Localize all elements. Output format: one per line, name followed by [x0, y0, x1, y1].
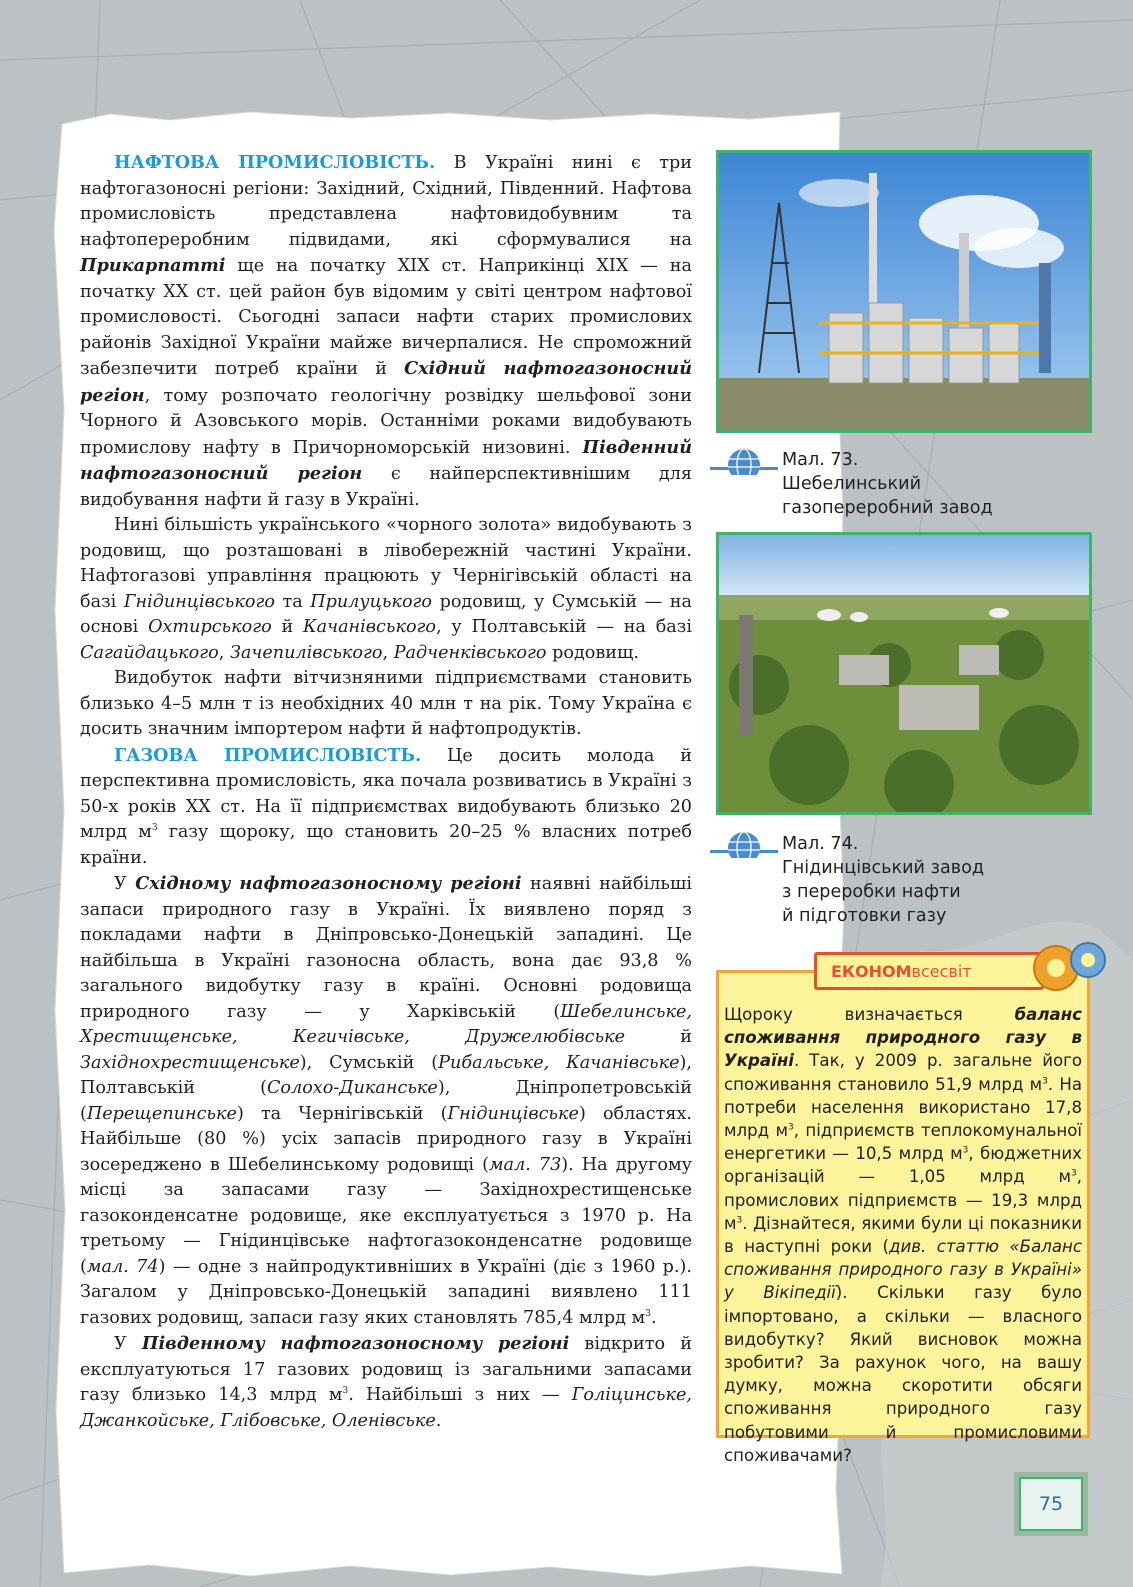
photo-hnidyntsi-plant: [716, 532, 1092, 815]
emph: Східному нафтогазоносному регіоні: [135, 873, 522, 894]
text: ), Сумській (: [299, 1052, 439, 1073]
text: ) — одне з найпродуктивніших в Україні (діє з 1960 р.). Загалом у Дніпровсько-Донецькій западині виявлено 111 газових родовищ, запаси газу яких становлять 785,4 млрд м: [80, 1256, 692, 1328]
figure-ref: мал. 73: [488, 1154, 562, 1175]
page-number: 75: [1019, 1477, 1083, 1531]
text: ). Скільки газу було імпортовано, а скільки — власного видобутку? Який висновок можна зробити? За рахунок чого, на вашу думку, можна скоротити обсяги споживання природного газу побутовими й промисловими споживачами?: [724, 1283, 1082, 1465]
emph: Рибальське, Качанівське: [438, 1052, 680, 1073]
emph: Сагайдацького: [80, 642, 219, 663]
info-box-text: [724, 1003, 1082, 1467]
text: та: [274, 591, 311, 612]
photo-shebelynka-plant: [716, 150, 1092, 433]
emph: Зачепилівського: [229, 642, 383, 663]
text: газу щороку, що становить 20–25 % власних потреб країни.: [80, 822, 692, 868]
gears-icon: [1030, 938, 1110, 994]
text: наявні найбільші запаси природного газу в Україні. Їх виявлено поряд з покладами нафти в Дніпровсько-Донецькій западині. Це найбільша в Україні газоносна область, вона дає 93,8 % загального видобутку газу в країні. Основні родовища природного газу — у Харківській (: [80, 874, 692, 1022]
text: ). На другому місці за запасами газу — Західнохрестищенське газоконденсатне родовище, яке експлуатується з 1970 р. На третьому — Гнідинцівське нафтогазоконденсатне родовище (: [80, 1154, 692, 1277]
text: Щороку визначається: [724, 1005, 1015, 1024]
text: відкрито й експлуатуються 17 газових родовищ із загальними запасами газу близько 14,3 млрд м: [80, 1334, 692, 1405]
emph: Прилуцького: [310, 591, 433, 612]
text: ) та Чернігівській (: [236, 1103, 448, 1124]
info-box-tab: [814, 952, 1044, 990]
paragraph-oil: [80, 150, 692, 513]
text: У: [114, 1334, 142, 1354]
main-article: [80, 150, 692, 1434]
text: . Так, у 2009 р. загальне його споживання становило 51,9 млрд м: [724, 1051, 1082, 1094]
paragraph-gas: [80, 743, 692, 872]
text: родовищ.: [546, 642, 639, 663]
emph: баланс споживання природного газу в Україні: [724, 1005, 1082, 1071]
emph: Гнідинцівського: [123, 591, 275, 612]
caption-line: Шебелинський: [782, 474, 922, 494]
text: , бюджетних організацій — 1,05 млрд м: [724, 1144, 1082, 1187]
emph: див. статтю «Баланс споживання природного газу в Україні» у Вікіпедії: [724, 1237, 1082, 1303]
paragraph-east-region: [80, 871, 692, 1331]
superscript: 3: [962, 1145, 969, 1156]
figure-ref: мал. 74: [86, 1256, 159, 1277]
paragraph-south-region: [80, 1331, 692, 1434]
emph: Шебелинське, Хрестищенське, Кегичівське, Дружелюбівське: [80, 1001, 692, 1047]
emph: Голіцинське, Джанкойське, Глібовське, Оленівське: [80, 1385, 692, 1431]
text: .: [435, 1410, 442, 1431]
emph: Західнохрестищенське: [80, 1052, 300, 1073]
text: . На потреби населення використано 17,8 млрд м: [724, 1074, 1082, 1141]
figure-74-caption: [782, 832, 984, 928]
paragraph-black-gold: [80, 513, 692, 666]
emph: Перещепинське: [86, 1103, 237, 1124]
caption-line: газопереробний завод: [782, 498, 993, 518]
text: Нині більшість українського «чорного золота» видобувають з родовищ, що розташовані в лівобережній частині України. Нафтогазові управління працюють у Чернігівській області на базі: [80, 515, 692, 612]
text: ,: [382, 642, 394, 663]
text: , промислових підприємств — 19,3 млрд м: [724, 1167, 1082, 1233]
superscript: 3: [645, 1308, 651, 1319]
figure-73-caption: [782, 448, 993, 520]
text: ), Дніпропетровській (: [80, 1078, 693, 1124]
superscript: 3: [1070, 1168, 1077, 1179]
caption-line: Гнідинцівський завод: [782, 858, 985, 878]
superscript: 3: [736, 1215, 743, 1226]
caption-line: й підготовки газу: [782, 906, 947, 926]
heading-oil-industry: НАФТОВА ПРОМИСЛОВІСТЬ.: [114, 152, 436, 173]
superscript: 3: [151, 823, 158, 834]
text: ), Полтавській (: [80, 1052, 692, 1098]
text: є найперспективнішим для видобування нафти й газу в Україні.: [80, 464, 692, 510]
heading-gas-industry: ГАЗОВА ПРОМИСЛОВІСТЬ.: [114, 744, 422, 766]
emph: Радченківського: [393, 642, 547, 663]
caption-line: з переробки нафти: [782, 882, 961, 902]
globe-icon: [710, 828, 778, 858]
text: , тому розпочато геологічну розвідку шельфової зони Чорного й Азовського морів. Останніми роками видобувають промислову нафту в Причорноморській низовині.: [80, 385, 692, 458]
tab-title-rest: всесвіт: [911, 961, 972, 981]
superscript: 3: [342, 1386, 349, 1397]
figure-number: Мал. 73.: [782, 450, 859, 470]
figure-number: Мал. 74.: [782, 834, 859, 854]
text: .: [650, 1307, 657, 1328]
superscript: 3: [788, 1122, 794, 1133]
globe-icon: [710, 445, 778, 475]
emph: Південний нафтогазоносний регіон: [80, 436, 692, 484]
text: , підприємств теплокомунальної енергетики — 10,5 млрд м: [724, 1121, 1082, 1164]
text: . Найбільші з них —: [348, 1385, 572, 1405]
emph: Солохо-Диканське: [266, 1078, 438, 1098]
emph: Прикарпатті: [80, 255, 226, 276]
emph: Охтирського: [148, 617, 272, 637]
text: Це досить молода й перспективна промисловість, яка почала розвиватись в Україні з 50-х років XX ст. На її підприємствах видобувають близько 20 млрд м: [80, 745, 692, 842]
text: й: [271, 617, 304, 637]
emph: Гнідинцівське: [447, 1103, 579, 1124]
text: У: [114, 874, 136, 894]
text: ще на початку XIX ст. Наприкінці XIX — на початку XX ст. цей район був відомим у світі центром нафтової промисловості. Сьогодні запаси нафти старих промислових районів Західної України майже вичерпалися. Не спроможний забезпечити потреб країни й: [80, 256, 692, 379]
paragraph-oil-output: Видобуток нафти вітчизняними підприємствами становить близько 4–5 млн т із необхідних 40 млн т на рік. Тому Україна є досить значним імпортером нафти й нафтопродуктів.: [80, 668, 692, 739]
text: В Україні нині є три нафтогазоносні регіони: Західний, Східний, Південний. Нафтова промисловість представлена нафтовидобувним та нафтопереробним підвидами, які сформувалися на: [80, 153, 692, 250]
text: ,: [218, 642, 230, 663]
emph: Качанівського: [303, 617, 437, 637]
superscript: 3: [1042, 1076, 1048, 1087]
emph: Південному нафтогазоносному регіоні: [141, 1333, 570, 1354]
tab-title-bold: ЕКОНОМ: [831, 961, 912, 981]
text: ) областях. Найбільше (80 %) усіх запасів природного газу в Україні зосереджено в Шебелинському родовищі (: [80, 1103, 692, 1175]
emph: Східний нафтогазоносний регіон: [80, 358, 692, 406]
text: родовищ, у Сумській — на основі: [80, 591, 692, 637]
text: , у Полтавській — на базі: [436, 617, 693, 637]
text: й: [625, 1027, 692, 1047]
text: . Дізнайтеся, якими були ці показники в наступні роки (: [724, 1213, 1082, 1257]
